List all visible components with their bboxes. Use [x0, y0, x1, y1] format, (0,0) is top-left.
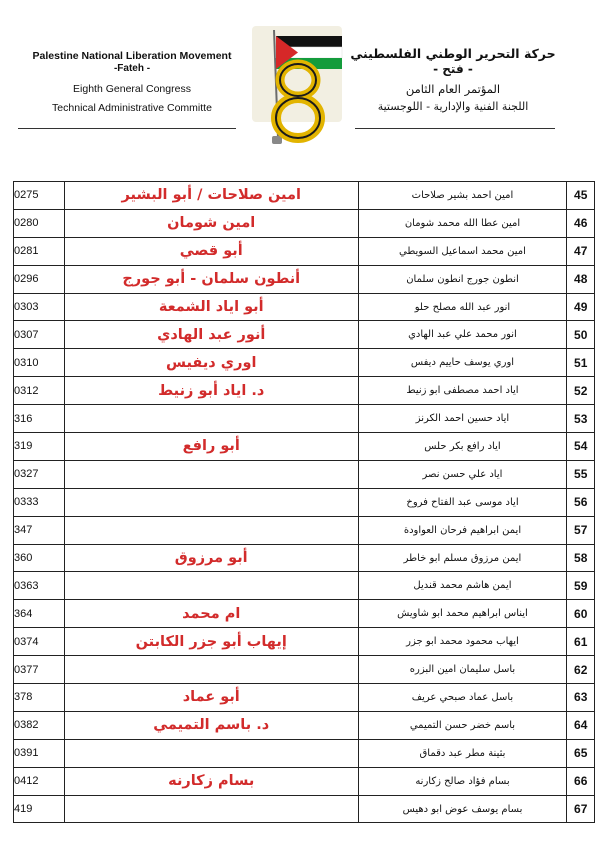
table-row — [14, 209, 595, 237]
congress-arabic: المؤتمر العام الثامن — [405, 82, 501, 96]
row-number-cell: 59 — [567, 572, 595, 600]
table-row — [14, 349, 595, 377]
full-name-cell: ايناس ابراهيم محمد ابو شاويش — [358, 600, 567, 628]
full-name-cell: باسل سليمان امين البزره — [358, 656, 567, 684]
code-cell: 0391 — [14, 739, 65, 767]
full-name-cell: ايهاب محمود محمد ابو جزر — [358, 628, 567, 656]
nickname-cell: امين صلاحات / أبو البشير — [64, 182, 358, 210]
code-cell: 419 — [14, 795, 65, 823]
code-cell: 0303 — [14, 293, 65, 321]
nickname-cell: اوري ديفيس — [64, 349, 358, 377]
code-cell: 319 — [14, 433, 65, 461]
row-number-cell: 56 — [567, 488, 595, 516]
nickname-cell: د. اياد أبو زنيط — [64, 377, 358, 405]
full-name-cell: ايمن ابراهيم فرحان العواودة — [358, 516, 567, 544]
fateh-eighth-congress-logo — [246, 20, 348, 150]
nickname-cell: أبو عماد — [64, 684, 358, 712]
full-name-cell: اياد حسين احمد الكرنز — [358, 405, 567, 433]
row-number-cell: 54 — [567, 433, 595, 461]
nickname-cell: أبو مرزوق — [64, 544, 358, 572]
code-cell: 0382 — [14, 711, 65, 739]
table-row — [14, 767, 595, 795]
header-divider-left — [18, 128, 236, 129]
row-number-cell: 46 — [567, 209, 595, 237]
nickname-cell — [64, 460, 358, 488]
nickname-cell — [64, 795, 358, 823]
nickname-cell — [64, 739, 358, 767]
code-cell: 360 — [14, 544, 65, 572]
row-number-cell: 58 — [567, 544, 595, 572]
code-cell: 316 — [14, 405, 65, 433]
row-number-cell: 61 — [567, 628, 595, 656]
full-name-cell: امين عطا الله محمد شومان — [358, 209, 567, 237]
congress-english: Eighth General Congress — [73, 83, 191, 95]
full-name-cell: بثينة مطر عبد دقماق — [358, 739, 567, 767]
row-number-cell: 47 — [567, 237, 595, 265]
members-table — [13, 181, 595, 823]
code-cell: 0280 — [14, 209, 65, 237]
org-name-arabic: حركة التحرير الوطني الفلسطيني — [350, 46, 556, 61]
nickname-cell: د. باسم التميمي — [64, 711, 358, 739]
nickname-cell: ام محمد — [64, 600, 358, 628]
table-row — [14, 544, 595, 572]
table-row — [14, 433, 595, 461]
code-cell: 0327 — [14, 460, 65, 488]
nickname-cell — [64, 516, 358, 544]
code-cell: 378 — [14, 684, 65, 712]
full-name-cell: امين احمد بشير صلاحات — [358, 182, 567, 210]
code-cell: 0333 — [14, 488, 65, 516]
row-number-cell: 45 — [567, 182, 595, 210]
table-row — [14, 795, 595, 823]
nickname-cell — [64, 488, 358, 516]
row-number-cell: 53 — [567, 405, 595, 433]
code-cell: 0412 — [14, 767, 65, 795]
row-number-cell: 67 — [567, 795, 595, 823]
code-cell: 0275 — [14, 182, 65, 210]
table-row — [14, 321, 595, 349]
full-name-cell: بسام فؤاد صالح زكارنه — [358, 767, 567, 795]
row-number-cell: 63 — [567, 684, 595, 712]
code-cell: 0307 — [14, 321, 65, 349]
nickname-cell: أبو قصي — [64, 237, 358, 265]
table-row — [14, 516, 595, 544]
code-cell: 364 — [14, 600, 65, 628]
code-cell: 0310 — [14, 349, 65, 377]
row-number-cell: 57 — [567, 516, 595, 544]
full-name-cell: ايمن هاشم محمد قنديل — [358, 572, 567, 600]
row-number-cell: 51 — [567, 349, 595, 377]
table-row — [14, 293, 595, 321]
code-cell: 0374 — [14, 628, 65, 656]
table-row — [14, 600, 595, 628]
header-divider-right — [355, 128, 555, 129]
full-name-cell: ايمن مرزوق مسلم ابو خاطر — [358, 544, 567, 572]
table-row — [14, 572, 595, 600]
org-short-arabic: - فتح - — [433, 62, 473, 76]
table-row — [14, 684, 595, 712]
full-name-cell: بسام يوسف عوض ابو دهيس — [358, 795, 567, 823]
full-name-cell: اياد علي حسن نصر — [358, 460, 567, 488]
committee-arabic: اللجنة الفنية والإدارية - اللوجستية — [377, 100, 529, 113]
code-cell: 0296 — [14, 265, 65, 293]
table-row — [14, 377, 595, 405]
nickname-cell: إيهاب أبو جزر الكابتن — [64, 628, 358, 656]
code-cell: 0312 — [14, 377, 65, 405]
nickname-cell: بسام زكارنه — [64, 767, 358, 795]
members-table-body — [14, 182, 595, 823]
table-row — [14, 265, 595, 293]
code-cell: 0363 — [14, 572, 65, 600]
full-name-cell: اياد موسى عبد الفتاح فروخ — [358, 488, 567, 516]
full-name-cell: انطون جورج انطون سلمان — [358, 265, 567, 293]
row-number-cell: 48 — [567, 265, 595, 293]
org-short-english: -Fateh - — [113, 63, 151, 74]
header-arabic — [348, 46, 558, 114]
row-number-cell: 49 — [567, 293, 595, 321]
full-name-cell: اياد احمد مصطفى ابو زنيط — [358, 377, 567, 405]
code-cell: 0377 — [14, 656, 65, 684]
nickname-cell: أنطون سلمان - أبو جورج — [64, 265, 358, 293]
row-number-cell: 55 — [567, 460, 595, 488]
full-name-cell: اياد رافع بكر حلس — [358, 433, 567, 461]
nickname-cell: أبو اياد الشمعة — [64, 293, 358, 321]
nickname-cell: امين شومان — [64, 209, 358, 237]
table-row — [14, 182, 595, 210]
table-row — [14, 237, 595, 265]
committee-english: Technical Administrative Committe — [52, 102, 212, 114]
table-row — [14, 460, 595, 488]
nickname-cell — [64, 656, 358, 684]
code-cell: 0281 — [14, 237, 65, 265]
nickname-cell: أنور عبد الهادي — [64, 321, 358, 349]
full-name-cell: انور محمد علي عبد الهادي — [358, 321, 567, 349]
row-number-cell: 52 — [567, 377, 595, 405]
table-row — [14, 656, 595, 684]
code-cell: 347 — [14, 516, 65, 544]
full-name-cell: اوري يوسف حاييم ديفس — [358, 349, 567, 377]
full-name-cell: انور عبد الله مصلح حلو — [358, 293, 567, 321]
table-row — [14, 488, 595, 516]
header-english — [22, 50, 242, 115]
row-number-cell: 50 — [567, 321, 595, 349]
table-row — [14, 711, 595, 739]
full-name-cell: باسل عماد صبحي عريف — [358, 684, 567, 712]
row-number-cell: 62 — [567, 656, 595, 684]
org-name-english: Palestine National Liberation Movement — [32, 50, 232, 62]
nickname-cell — [64, 405, 358, 433]
nickname-cell: أبو رافع — [64, 433, 358, 461]
row-number-cell: 60 — [567, 600, 595, 628]
row-number-cell: 65 — [567, 739, 595, 767]
full-name-cell: باسم خضر حسن التميمي — [358, 711, 567, 739]
nickname-cell — [64, 572, 358, 600]
row-number-cell: 66 — [567, 767, 595, 795]
row-number-cell: 64 — [567, 711, 595, 739]
full-name-cell: امين محمد اسماعيل السويطي — [358, 237, 567, 265]
table-row — [14, 405, 595, 433]
table-row — [14, 628, 595, 656]
table-row — [14, 739, 595, 767]
